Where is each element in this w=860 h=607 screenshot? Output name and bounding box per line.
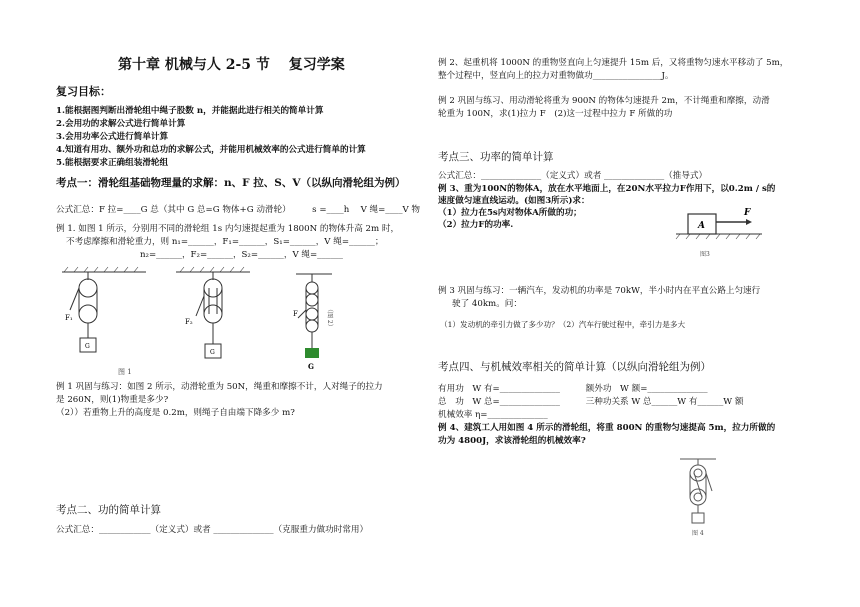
goal-item: 3.会用功率公式进行简单计算 bbox=[56, 132, 169, 142]
goal-item: 4.知道有用功、额外功和总功的求解公式，并能用机械效率的公式进行简单的计算 bbox=[56, 145, 366, 155]
goal-item: 2.会用功的求解公式进行简单计算 bbox=[56, 119, 186, 129]
figure-2 bbox=[282, 270, 352, 372]
point3-heading: 考点三、功率的简单计算 bbox=[438, 151, 554, 163]
example4-line: 功为 4800J，求该滑轮组的机械效率? bbox=[438, 436, 586, 446]
fig4-caption: 图 4 bbox=[692, 530, 704, 537]
fig2-g-label: G bbox=[308, 362, 314, 371]
fig2-caption: （图 2） bbox=[326, 306, 333, 330]
example3b-line: 驶了 40km。问： bbox=[452, 299, 522, 309]
example1-line: 例 1. 如图 1 所示，分别用不同的滑轮组 1s 内匀速提起重为 1800N 的物体升高 2m 时， bbox=[56, 224, 400, 234]
example2b-line: 例 2 巩固与练习、用动滑轮将重为 900N 的物体匀速提升 2m，不计绳重和摩擦，动滑 bbox=[438, 96, 770, 106]
figure-1 bbox=[58, 266, 298, 378]
goal-item: 1.能根据图判断出滑轮组中绳子股数 n，并能据此进行相关的简单计算 bbox=[56, 106, 324, 116]
figure-3 bbox=[672, 200, 768, 262]
fig2-weight bbox=[305, 348, 319, 358]
point2-formula: 公式汇总：____________（定义式）或者 ______________（克服重力做功时常用） bbox=[56, 525, 369, 535]
example2b-line: 轮重为 100N，求(1)拉力 F (2)这一过程中拉力 F 所做的功 bbox=[438, 109, 673, 119]
example1-line: 不考虑摩擦和滑轮重力，则 n₁=______，F₁=______，S₁=______，V 绳=______； bbox=[66, 237, 384, 247]
point1-heading: 考点一：滑轮组基础物理量的求解：n、F 拉、S、V（以纵向滑轮组为例） bbox=[56, 177, 406, 189]
fig3-a-label: A bbox=[698, 221, 705, 231]
fig1-g2-label: G bbox=[210, 349, 215, 356]
fig2-f-label: F bbox=[293, 310, 298, 318]
example3-line: 速度做匀速直线运动。(如图3所示)求： bbox=[438, 196, 590, 206]
fig1-f2-label: F₂ bbox=[185, 318, 193, 326]
efficiency-row: 机械效率 η=______________ bbox=[438, 410, 548, 420]
example1b-line: （2））若重物上升的高度是 0.2m，则绳子自由端下降多少 m? bbox=[56, 408, 295, 418]
example1b-line: 例 1 巩固与练习：如图 2 所示，动滑轮重为 50N，绳重和摩擦不计，人对绳子的拉力 bbox=[56, 382, 383, 392]
figure-4 bbox=[672, 455, 728, 540]
goals-heading: 复习目标： bbox=[56, 85, 111, 98]
point4-heading: 考点四、与机械效率相关的简单计算（以纵向滑轮组为例） bbox=[438, 361, 711, 373]
example2-line: 例 2、起重机将 1000N 的重物竖直向上匀速提升 15m 后，又将重物匀速水平移动了 5m， bbox=[438, 58, 789, 68]
efficiency-row: 有用功 W 有=______________ 额外功 W 额=______________ bbox=[438, 384, 708, 394]
point2-heading: 考点二、功的简单计算 bbox=[56, 504, 161, 516]
efficiency-row: 总 功 W 总=______________ 三种功关系 W 总______W 有______W 额 bbox=[438, 397, 744, 407]
example1b-line: 是 260N，则(1)物重是多少? bbox=[56, 395, 169, 405]
point1-formula: 公式汇总：F 拉=____G 总（其中 G 总=G 物体+G 动滑轮） s =____h V 绳=____V 物 bbox=[56, 205, 421, 215]
fig3-f-label: F bbox=[744, 208, 751, 218]
example4-line: 例 4、建筑工人用如图 4 所示的滑轮组，将重 800N 的重物匀速提高 5m，拉力所做的 bbox=[438, 423, 776, 433]
fig1-f1-label: F₁ bbox=[65, 314, 73, 322]
example3b-line: （1）发动机的牵引力做了多少功？（2）汽车行驶过程中，牵引力是多大 bbox=[440, 320, 686, 329]
goal-item: 5.能根据要求正确组装滑轮组 bbox=[56, 158, 169, 168]
example3-line: （1）拉力在5s内对物体A所做的功； bbox=[438, 208, 582, 218]
fig1-g1-label: G bbox=[85, 343, 90, 350]
point3-formula: 公式汇总：______________（定义式）或者 ______________（推导式） bbox=[438, 171, 708, 181]
page-title: 第十章 机械与人 2-5 节 复习学案 bbox=[118, 57, 345, 73]
example2-line: 整个过程中，竖直向上的拉力对重物做功________________J。 bbox=[438, 71, 674, 81]
example3-line: （2）拉力F的功率. bbox=[438, 220, 514, 230]
fig3-caption: 图3 bbox=[700, 251, 710, 258]
example3b-line: 例 3 巩固与练习：一辆汽车，发动机的功率是 70kW，半小时内在平直公路上匀速行 bbox=[438, 286, 761, 296]
example1-line: n₂=______，F₂=______，S₂=______，V 绳=______ bbox=[140, 250, 343, 260]
example3-line: 例 3、重为100N的物体A，放在水平地面上，在20N水平拉力F作用下，以0.2m / s的 bbox=[438, 184, 776, 194]
fig1-caption: 图 1 bbox=[118, 368, 132, 376]
